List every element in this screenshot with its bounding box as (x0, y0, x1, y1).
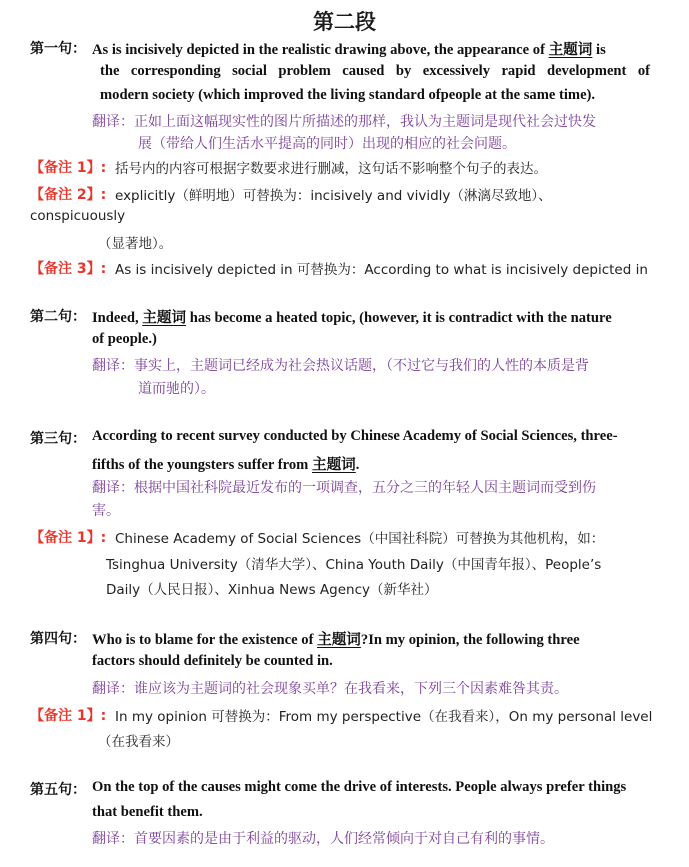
note-5-text: In my opinion 可替换为：From my perspective（在我看来），On my personal level (115, 709, 653, 725)
note-5-label: 【备注 1】: (30, 708, 107, 724)
sentence-4-translation-1: 翻译：谁应该为主题词的社会现象买单？在我看来，下列三个因素难咎其责。 (92, 681, 568, 697)
sentence-1-text-end: is (592, 42, 606, 58)
sentence-1-translation-1: 翻译：正如上面这幅现实性的图片所描述的那样，我认为主题词是现代社会过快发 (92, 114, 596, 130)
sentence-4-line-2: factors should definitely be counted in. (92, 653, 333, 669)
sentence-1-line-3: modern society (which improved the living standard ofpeople at the same time). (100, 87, 596, 103)
page-title: 第二段 (313, 10, 376, 34)
sentence-2-translation-2: 道而驰的）。 (138, 381, 215, 397)
keyword-placeholder: 主题词 (142, 310, 187, 326)
note-2-text: explicitly（鲜明地）可替换为：incisively and vividly（淋漓尽致地）、 (115, 188, 552, 204)
sentence-5-line-1: On the top of the causes might come the drive of interests. People always prefer things (92, 779, 627, 795)
sentence-1-line-2: the corresponding social problem caused by excessively rapid development of (100, 63, 650, 79)
note-3-text: As is incisively depicted in 可替换为：According to what is incisively depicted in (115, 262, 648, 278)
sentence-3-text: fifths of the youngsters suffer from (92, 457, 312, 473)
sentence-3-text-end: . (355, 457, 360, 473)
note-4-text-3: Daily（人民日报）、Xinhua News Agency（新华社） (106, 582, 438, 598)
sentence-3-line-1: According to recent survey conducted by Chinese Academy of Social Sciences, three- (92, 428, 618, 444)
note-2-text-2: conspicuously (30, 208, 126, 224)
sentence-5-label: 第五句： (30, 782, 86, 798)
sentence-1-text: As is incisively depicted in the realistic drawing above, the appearance of (92, 42, 549, 58)
sentence-3-label: 第三句： (30, 431, 86, 447)
note-2-text-3: （显著地）。 (98, 236, 173, 252)
note-3-label: 【备注 3】: (30, 261, 107, 277)
note-4-label: 【备注 1】: (30, 530, 107, 546)
note-4-text-2: Tsinghua University（清华大学）、China Youth Daily（中国青年报）、People’s (106, 557, 602, 573)
note-5-text-2: （在我看来） (98, 734, 179, 750)
sentence-2-text-end: has become a heated topic, (however, it is contradict with the nature (186, 310, 612, 326)
sentence-4-text-end: ?In my opinion, the following three (360, 632, 580, 648)
sentence-5-line-2: that benefit them. (92, 804, 203, 820)
keyword-placeholder: 主题词 (311, 457, 356, 473)
sentence-3-translation-2: 害。 (92, 503, 120, 519)
sentence-1-line-1 (92, 38, 650, 59)
keyword-placeholder: 主题词 (317, 632, 361, 648)
sentence-2-translation-1: 翻译：事实上，主题词已经成为社会热议话题，（不过它与我们的人性的本质是背 (92, 358, 589, 374)
sentence-3-line-2 (92, 453, 359, 474)
sentence-5-translation-1: 翻译：首要因素的是由于利益的驱动，人们经常倾向于对自己有利的事情。 (92, 831, 554, 847)
note-2-label: 【备注 2】: (30, 187, 107, 203)
sentence-2-line-1 (92, 306, 612, 327)
sentence-4-label: 第四句： (30, 631, 86, 647)
note-1-text: 括号内的内容可根据字数要求进行删减，这句话不影响整个句子的表达。 (115, 161, 547, 177)
sentence-2-line-2: of people.) (92, 331, 157, 347)
sentence-4-text: Who is to blame for the existence of (92, 632, 318, 648)
note-1-label: 【备注 1】: (30, 160, 107, 176)
sentence-1-label: 第一句： (30, 41, 86, 57)
keyword-placeholder: 主题词 (548, 42, 593, 58)
sentence-1-translation-2: 展（带给人们生活水平提高的同时）出现的相应的社会问题。 (138, 136, 516, 152)
sentence-3-translation-1: 翻译：根据中国社科院最近发布的一项调查，五分之三的年轻人因主题词而受到伤 (92, 480, 596, 496)
sentence-2-label: 第二句： (30, 309, 86, 325)
sentence-4-line-1 (92, 628, 650, 649)
note-4-text: Chinese Academy of Social Sciences（中国社科院）可替换为其他机构，如： (115, 531, 605, 547)
sentence-2-text: Indeed, (92, 310, 143, 326)
